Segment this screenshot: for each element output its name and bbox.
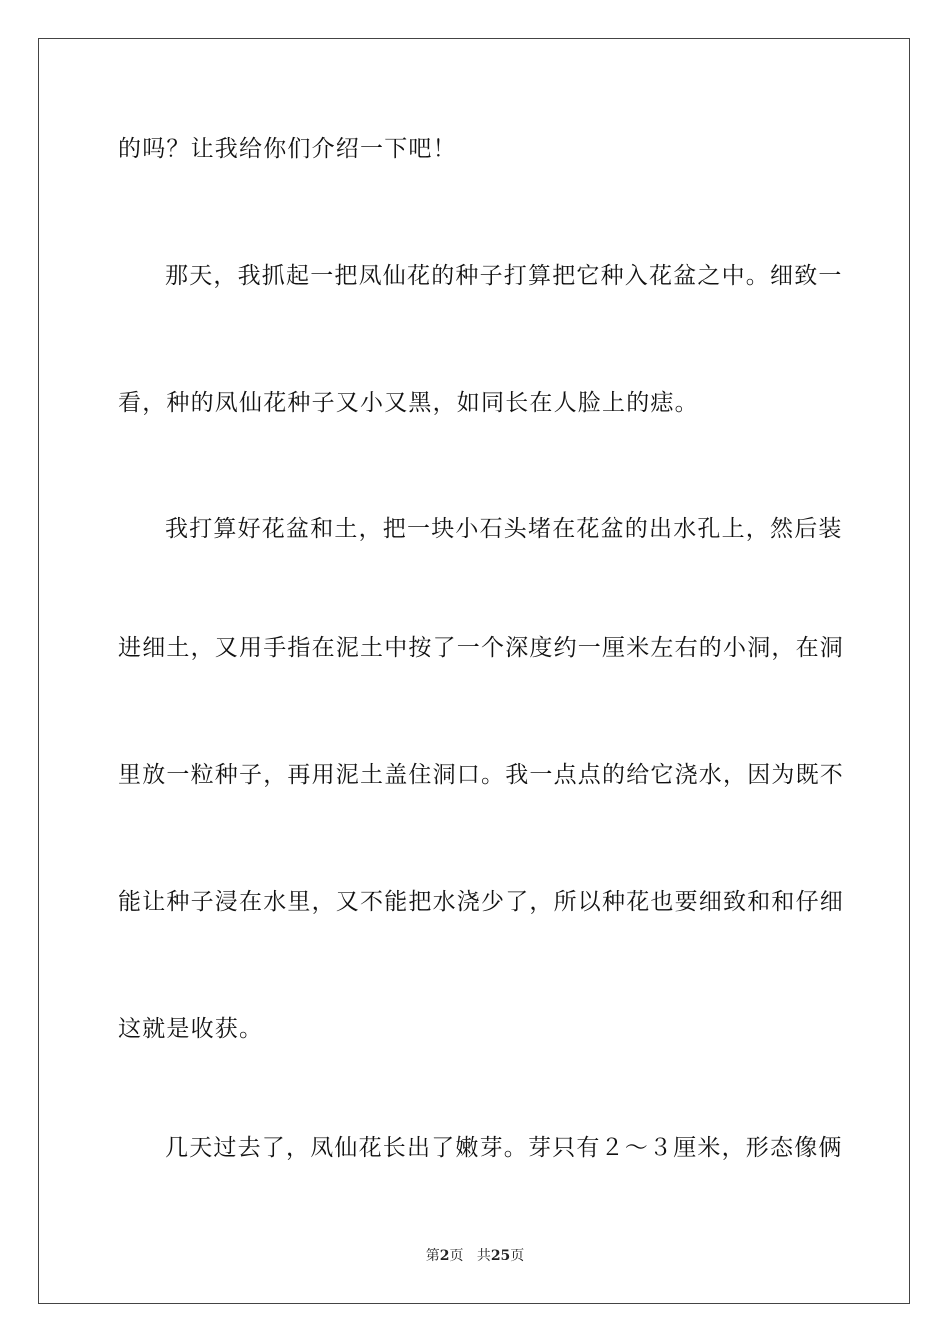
text-line-3: 看，种的凤仙花种子又小又黑，如同长在人脸上的痣。 <box>118 390 699 416</box>
text-line-4: 我打算好花盆和土，把一块小石头堵在花盆的出水孔上，然后装 <box>165 516 843 542</box>
footer-page-number: 2 <box>439 1248 450 1264</box>
text-line-8: 这就是收获。 <box>118 1016 264 1042</box>
footer-total-pages: 25 <box>490 1248 511 1264</box>
footer-total-suffix: 页 <box>510 1248 525 1264</box>
text-line-2: 那天，我抓起一把凤仙花的种子打算把它种入花盆之中。细致一 <box>165 263 843 289</box>
text-line-5: 进细土，又用手指在泥土中按了一个深度约一厘米左右的小洞，在洞 <box>118 635 844 661</box>
page-footer <box>0 1247 950 1265</box>
footer-page-suffix: 页 <box>449 1248 464 1264</box>
page-border <box>38 38 910 1304</box>
text-line-7: 能让种子浸在水里，又不能把水浇少了，所以种花也要细致和和仔细 <box>118 889 844 915</box>
footer-page-prefix: 第 <box>425 1248 440 1264</box>
footer-total-prefix: 共 <box>476 1248 491 1264</box>
text-line-9: 几天过去了，凤仙花长出了嫩芽。芽只有２～３厘米，形态像俩 <box>165 1135 843 1161</box>
text-line-1: 的吗？让我给你们介绍一下吧！ <box>118 136 457 162</box>
text-line-6: 里放一粒种子，再用泥土盖住洞口。我一点点的给它浇水，因为既不 <box>118 762 844 788</box>
